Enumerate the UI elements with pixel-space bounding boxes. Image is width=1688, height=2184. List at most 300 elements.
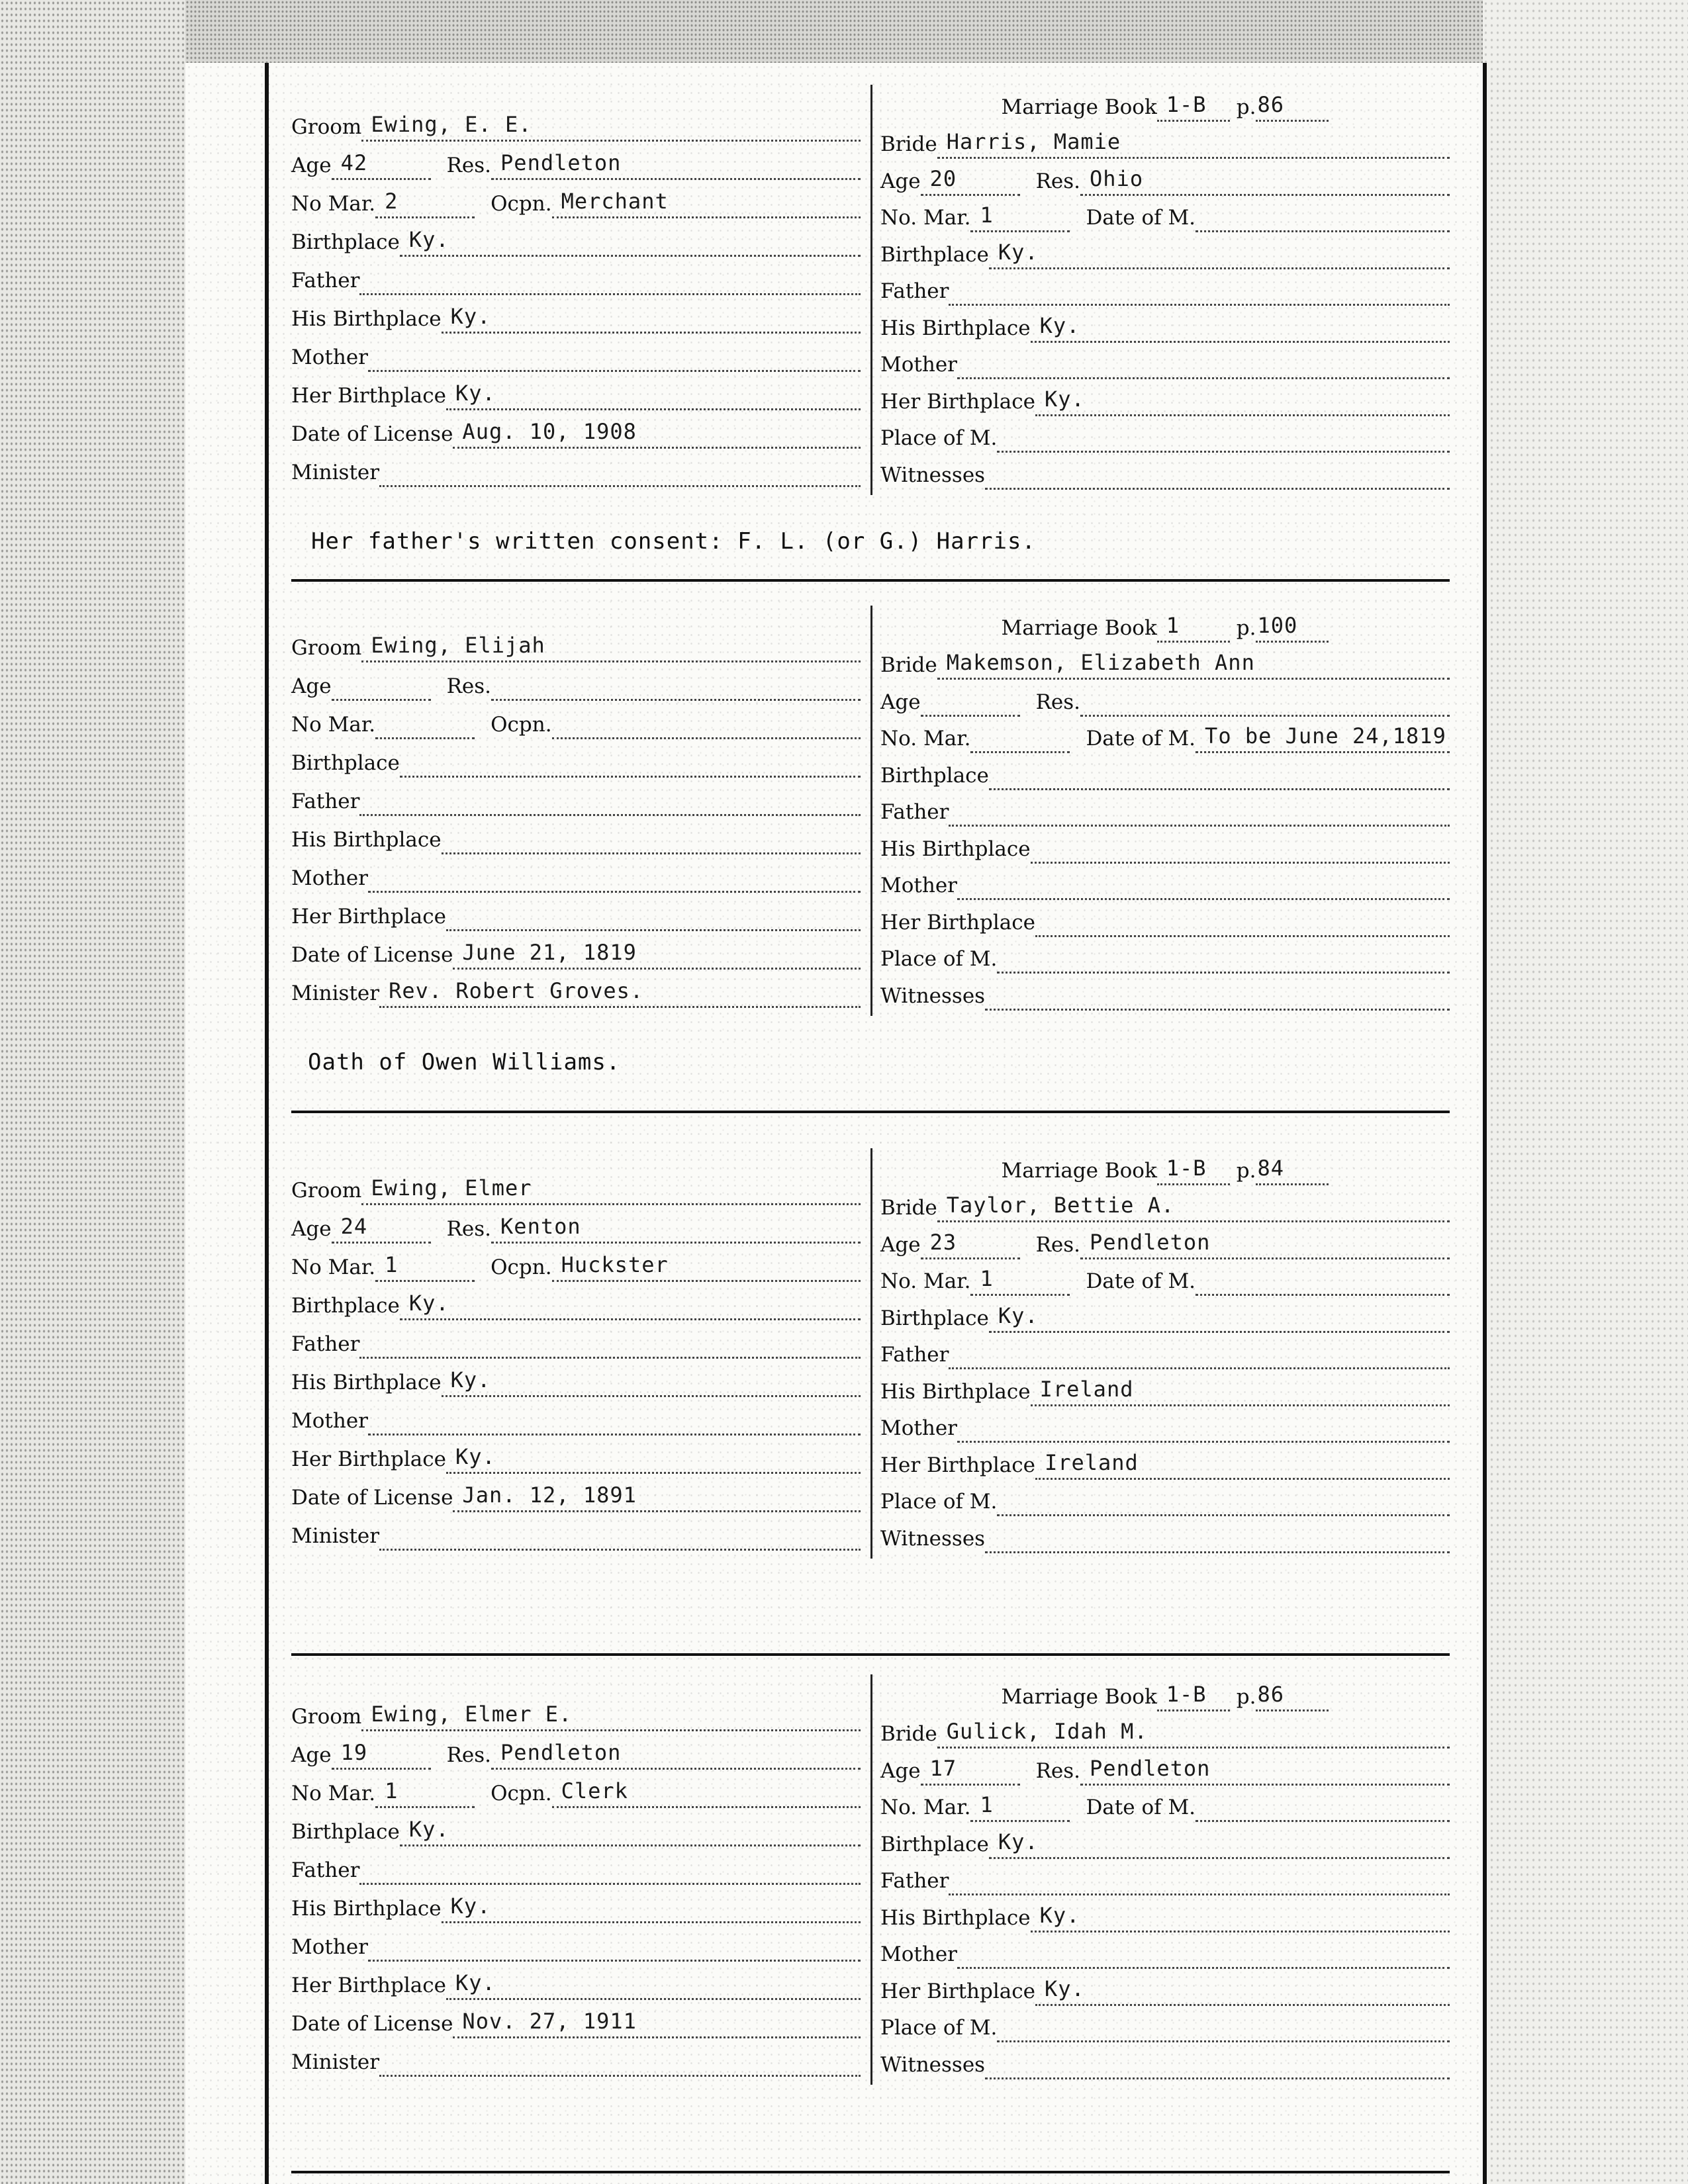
groom-his-birthplace — [291, 1886, 861, 1923]
groom-his-birthplace — [291, 817, 861, 854]
bride-birthplace — [880, 753, 1450, 790]
groom-birthplace-label-1: Birthplace — [291, 751, 400, 775]
bride-age-res-value-1: 23 — [929, 1229, 957, 1255]
groom-birthplace-value-1: Ky. — [408, 1817, 449, 1842]
groom-nomar-ocpn — [291, 181, 861, 218]
groom-his-birthplace — [291, 1360, 861, 1397]
bride-nomar-datem-field-1 — [970, 1263, 1070, 1296]
page-label: p. — [1236, 616, 1256, 640]
groom-age-res-label-1: Age — [291, 1743, 332, 1767]
groom-age-res-label-2: Res. — [446, 1217, 492, 1241]
bride-witnesses — [880, 2042, 1450, 2079]
bride-birthplace-value-1: Ky. — [998, 239, 1039, 265]
groom-his-birthplace-field-1 — [442, 1891, 861, 1923]
groom-birthplace — [291, 220, 861, 257]
bride-his-birthplace-label-1: His Birthplace — [880, 316, 1031, 340]
bride-her-birthplace-value-1: Ky. — [1044, 1976, 1085, 2001]
bride-nomar-datem — [880, 195, 1450, 232]
scan-right-margin — [1483, 0, 1688, 2184]
marriage-book-header — [880, 1674, 1450, 1711]
groom-name-value-1: Ewing, Elmer E. — [371, 1702, 573, 1727]
column-divider — [870, 606, 872, 1016]
record-1 — [291, 85, 1450, 520]
bride-place-of-m — [880, 1479, 1450, 1516]
groom-date-of-license-value-1: Nov. 27, 1911 — [462, 2009, 637, 2034]
bride-name-value-1: Makemson, Elizabeth Ann — [946, 650, 1255, 675]
bride-nomar-datem-field-2 — [1196, 1790, 1450, 1822]
bride-place-of-m-label-1: Place of M. — [880, 1490, 998, 1514]
bride-father — [880, 269, 1450, 306]
groom-nomar-ocpn-value-2: Merchant — [561, 189, 669, 214]
groom-date-of-license — [291, 2001, 861, 2038]
groom-his-birthplace-value-1: Ky. — [450, 1893, 491, 1919]
groom-mother-label-1: Mother — [291, 1409, 368, 1433]
groom-age-res-value-2: Kenton — [500, 1214, 581, 1239]
groom-mother — [291, 1398, 861, 1435]
bride-name-value-1: Harris, Mamie — [946, 129, 1121, 154]
bride-his-birthplace — [880, 827, 1450, 864]
bride-his-birthplace-label-1: His Birthplace — [880, 1379, 1031, 1404]
marriage-book-label: Marriage Book — [1001, 1685, 1157, 1709]
groom-her-birthplace — [291, 373, 861, 410]
groom-age-res-label-1: Age — [291, 154, 332, 177]
bride-her-birthplace-field-1 — [1035, 1974, 1450, 2006]
bride-age-res-label-2: Res. — [1035, 1232, 1081, 1257]
groom-birthplace-label-1: Birthplace — [291, 230, 400, 254]
bride-her-birthplace-field-1 — [1035, 1447, 1450, 1480]
bride-name-field-1 — [937, 1190, 1450, 1222]
groom-his-birthplace-field-1 — [442, 822, 861, 854]
groom-name-value-1: Ewing, Elmer — [371, 1175, 532, 1201]
record-note: Oath of Owen Williams. — [308, 1049, 621, 1075]
groom-date-of-license-value-1: Aug. 10, 1908 — [462, 419, 637, 444]
groom-age-res-value-2: Pendleton — [500, 1740, 622, 1765]
groom-date-of-license-field-1 — [453, 2006, 861, 2038]
groom-age-res-field-2 — [491, 1211, 861, 1244]
groom-her-birthplace-label-1: Her Birthplace — [291, 384, 446, 408]
scan-top-margin — [185, 0, 1483, 63]
bride-nomar-datem-field-1 — [970, 200, 1070, 232]
marriage-book-number: 1 — [1166, 613, 1180, 638]
bride-her-birthplace-label-1: Her Birthplace — [880, 1453, 1035, 1477]
scan-left-margin — [0, 0, 185, 2184]
bride-her-birthplace — [880, 900, 1450, 937]
groom-name-value-1: Ewing, Elijah — [371, 633, 545, 658]
groom-name-label-1: Groom — [291, 636, 362, 660]
bride-place-of-m — [880, 936, 1450, 974]
record-separator-rule — [291, 1111, 1450, 1113]
bride-witnesses-label-1: Witnesses — [880, 983, 986, 1008]
groom-her-birthplace-label-1: Her Birthplace — [291, 1447, 446, 1471]
bride-nomar-datem-value-2: To be June 24,1819 — [1205, 723, 1446, 749]
bride-her-birthplace-value-1: Ireland — [1044, 1449, 1139, 1475]
bride-father — [880, 790, 1450, 827]
column-divider — [870, 85, 872, 495]
groom-nomar-ocpn-label-1: No Mar. — [291, 1782, 376, 1805]
column-divider — [870, 1148, 872, 1559]
bride-her-birthplace — [880, 379, 1450, 416]
bride-mother-field-1 — [957, 347, 1450, 379]
bride-birthplace-field-1 — [989, 1300, 1450, 1333]
page-label: p. — [1236, 1685, 1256, 1709]
bride-age-res-label-2: Res. — [1035, 169, 1081, 193]
bride-nomar-datem-label-2: Date of M. — [1086, 727, 1196, 751]
groom-age-res-label-2: Res. — [446, 1743, 492, 1767]
groom-father-field-1 — [359, 784, 861, 816]
groom-age-res-label-1: Age — [291, 1217, 332, 1241]
groom-father-label-1: Father — [291, 269, 360, 293]
marriage-book-field — [1157, 89, 1230, 122]
groom-minister-label-1: Minister — [291, 2050, 380, 2074]
groom-mother-field-1 — [368, 1403, 861, 1435]
groom-nomar-ocpn-label-2: Ocpn. — [491, 713, 552, 737]
bride-nomar-datem-field-1 — [970, 721, 1070, 753]
bride-birthplace-label-1: Birthplace — [880, 1306, 989, 1330]
bride-birthplace-label-1: Birthplace — [880, 763, 989, 788]
groom-birthplace-field-1 — [400, 1288, 861, 1320]
groom-date-of-license-field-1 — [453, 416, 861, 449]
groom-name — [291, 625, 861, 662]
groom-age-res-field-2 — [491, 668, 861, 701]
bride-age-res-field-1 — [921, 163, 1020, 196]
bride-nomar-datem-label-1: No. Mar. — [880, 1796, 971, 1819]
marriage-book-header — [880, 606, 1450, 643]
groom-birthplace-field-1 — [400, 1814, 861, 1846]
groom-mother-label-1: Mother — [291, 1935, 368, 1959]
page-field — [1256, 610, 1329, 643]
groom-age-res-field-1 — [332, 1737, 431, 1770]
bride-his-birthplace — [880, 306, 1450, 343]
marriage-book-header — [880, 85, 1450, 122]
groom-birthplace — [291, 741, 861, 778]
groom-age-res-field-1 — [332, 1211, 431, 1244]
groom-date-of-license-field-1 — [453, 1480, 861, 1512]
bride-birthplace — [880, 232, 1450, 269]
bride-father-field-1 — [949, 1337, 1450, 1369]
bride-name-label-1: Bride — [880, 1196, 937, 1220]
groom-name — [291, 105, 861, 142]
bride-nomar-datem-value-1: 1 — [980, 1266, 994, 1291]
groom-her-birthplace — [291, 894, 861, 931]
groom-her-birthplace-value-1: Ky. — [455, 1444, 496, 1469]
bride-nomar-datem-label-2: Date of M. — [1086, 1269, 1196, 1293]
bride-birthplace-field-1 — [989, 1827, 1450, 1859]
groom-minister-field-1 — [379, 455, 861, 487]
groom-age-res-field-2 — [491, 148, 861, 180]
bride-father-label-1: Father — [880, 1343, 949, 1367]
bride-place-of-m — [880, 416, 1450, 453]
groom-name — [291, 1694, 861, 1731]
marriage-book-field — [1157, 1679, 1230, 1711]
groom-minister-field-1 — [379, 2044, 861, 2077]
bride-place-of-m-field-1 — [997, 941, 1450, 974]
page-right-edge — [1483, 63, 1487, 2184]
bride-his-birthplace-field-1 — [1031, 1374, 1450, 1406]
page-number: 100 — [1257, 613, 1298, 638]
groom-name-value-1: Ewing, E. E. — [371, 112, 532, 137]
groom-minister — [291, 1514, 861, 1551]
page-field — [1256, 1679, 1329, 1711]
bride-birthplace-field-1 — [989, 237, 1450, 269]
bride-nomar-datem-label-1: No. Mar. — [880, 727, 971, 751]
bride-age-res — [880, 1222, 1450, 1259]
groom-age-res-label-2: Res. — [446, 674, 492, 698]
groom-birthplace — [291, 1809, 861, 1846]
record-4 — [291, 1674, 1450, 2110]
page-label: p. — [1236, 1159, 1256, 1183]
bride-age-res-field-2 — [1080, 1227, 1450, 1259]
bride-father-label-1: Father — [880, 279, 949, 303]
groom-his-birthplace-label-1: His Birthplace — [291, 828, 442, 852]
groom-father — [291, 779, 861, 816]
groom-age-res-value-2: Pendleton — [500, 150, 622, 175]
groom-mother-field-1 — [368, 340, 861, 372]
bride-birthplace-value-1: Ky. — [998, 1829, 1039, 1854]
groom-her-birthplace-value-1: Ky. — [455, 1970, 496, 1995]
groom-name-field-1 — [361, 109, 861, 142]
groom-her-birthplace-field-1 — [446, 378, 861, 410]
groom-age-res-label-1: Age — [291, 674, 332, 698]
groom-mother — [291, 1925, 861, 1962]
bride-nomar-datem-field-2 — [1196, 721, 1450, 753]
bride-age-res-label-1: Age — [880, 1232, 921, 1257]
groom-father — [291, 1322, 861, 1359]
groom-date-of-license-label-1: Date of License — [291, 943, 453, 967]
groom-name-field-1 — [361, 630, 861, 662]
groom-age-res-field-1 — [332, 668, 431, 701]
bride-mother-field-1 — [957, 1410, 1450, 1443]
groom-father-label-1: Father — [291, 790, 360, 813]
bride-age-res — [880, 1749, 1450, 1786]
groom-his-birthplace-field-1 — [442, 301, 861, 334]
marriage-book-number: 1-B — [1166, 92, 1207, 117]
bride-nomar-datem-label-1: No. Mar. — [880, 1269, 971, 1293]
groom-mother-field-1 — [368, 1929, 861, 1962]
bride-mother-label-1: Mother — [880, 353, 957, 377]
record-2 — [291, 606, 1450, 1041]
bride-his-birthplace-value-1: Ireland — [1039, 1376, 1134, 1402]
groom-mother — [291, 856, 861, 893]
groom-age-res-field-2 — [491, 1737, 861, 1770]
page-field — [1256, 89, 1329, 122]
bride-name-label-1: Bride — [880, 132, 937, 156]
bride-age-res-field-2 — [1080, 684, 1450, 717]
bride-his-birthplace-value-1: Ky. — [1039, 1902, 1080, 1928]
groom-nomar-ocpn-label-1: No Mar. — [291, 713, 376, 737]
bride-place-of-m-label-1: Place of M. — [880, 2016, 998, 2040]
groom-his-birthplace-field-1 — [442, 1365, 861, 1397]
bride-witnesses-field-1 — [985, 2047, 1450, 2079]
bride-nomar-datem-value-1: 1 — [980, 1792, 994, 1817]
groom-nomar-ocpn-value-1: 1 — [385, 1778, 399, 1803]
bride-nomar-datem — [880, 716, 1450, 753]
bride-her-birthplace-label-1: Her Birthplace — [880, 389, 1035, 414]
groom-date-of-license-label-1: Date of License — [291, 422, 453, 446]
column-divider — [870, 1674, 872, 2085]
bride-witnesses-field-1 — [985, 978, 1450, 1011]
bride-age-res-field-2 — [1080, 1753, 1450, 1786]
groom-name — [291, 1168, 861, 1205]
bride-age-res-label-2: Res. — [1035, 1758, 1081, 1783]
bride-nomar-datem — [880, 1785, 1450, 1822]
groom-minister-field-1 — [379, 1518, 861, 1551]
bride-age-res-value-2: Pendleton — [1090, 1755, 1211, 1781]
groom-age-res-field-1 — [332, 148, 431, 180]
bride-name-label-1: Bride — [880, 1722, 937, 1746]
groom-his-birthplace-label-1: His Birthplace — [291, 1371, 442, 1394]
bride-witnesses-label-1: Witnesses — [880, 1526, 986, 1551]
bride-name — [880, 122, 1450, 159]
bride-father — [880, 1332, 1450, 1369]
bride-name-label-1: Bride — [880, 653, 937, 677]
bride-witnesses-label-1: Witnesses — [880, 463, 986, 487]
groom-minister-value-1: Rev. Robert Groves. — [389, 978, 644, 1003]
bride-her-birthplace-field-1 — [1035, 384, 1450, 416]
groom-father-label-1: Father — [291, 1332, 360, 1356]
bride-birthplace-label-1: Birthplace — [880, 242, 989, 267]
bride-age-res-field-1 — [921, 684, 1020, 717]
groom-minister-label-1: Minister — [291, 981, 380, 1005]
marriage-book-field — [1157, 610, 1230, 643]
bride-place-of-m-field-1 — [997, 420, 1450, 453]
groom-age-res — [291, 664, 861, 701]
bride-witnesses-field-1 — [985, 1521, 1450, 1553]
groom-name-label-1: Groom — [291, 1179, 362, 1203]
groom-mother-field-1 — [368, 860, 861, 893]
bride-age-res-label-2: Res. — [1035, 690, 1081, 714]
bride-mother — [880, 1406, 1450, 1443]
page-field — [1256, 1153, 1329, 1185]
record-3 — [291, 1148, 1450, 1584]
bride-name-value-1: Gulick, Idah M. — [946, 1719, 1148, 1744]
groom-her-birthplace-value-1: Ky. — [455, 381, 496, 406]
bride-her-birthplace — [880, 1443, 1450, 1480]
bride-age-res — [880, 159, 1450, 196]
page-number: 86 — [1257, 92, 1284, 117]
groom-nomar-ocpn-field-1 — [375, 1776, 475, 1808]
groom-name-label-1: Groom — [291, 1705, 362, 1729]
groom-nomar-ocpn-value-2: Clerk — [561, 1778, 628, 1803]
groom-nomar-ocpn-label-2: Ocpn. — [491, 192, 552, 216]
bride-father-label-1: Father — [880, 800, 949, 824]
groom-mother — [291, 335, 861, 372]
groom-mother-label-1: Mother — [291, 345, 368, 369]
groom-date-of-license — [291, 1475, 861, 1512]
bride-place-of-m-field-1 — [997, 1484, 1450, 1516]
bride-his-birthplace-label-1: His Birthplace — [880, 837, 1031, 861]
groom-date-of-license-label-1: Date of License — [291, 2012, 453, 2036]
bride-name-field-1 — [937, 1716, 1450, 1749]
groom-her-birthplace — [291, 1963, 861, 2000]
groom-nomar-ocpn — [291, 1771, 861, 1808]
bride-father-field-1 — [949, 794, 1450, 827]
groom-age-res-label-2: Res. — [446, 154, 492, 177]
record-note: Her father's written consent: F. L. (or G.) Harris. — [311, 528, 1036, 555]
marriage-book-field — [1157, 1153, 1230, 1185]
groom-age-res-value-1: 19 — [340, 1740, 368, 1765]
bride-age-res-label-1: Age — [880, 690, 921, 714]
groom-minister — [291, 971, 861, 1008]
groom-minister — [291, 450, 861, 487]
record-separator-rule — [291, 2171, 1450, 2173]
groom-birthplace-field-1 — [400, 224, 861, 257]
bride-birthplace-value-1: Ky. — [998, 1302, 1039, 1328]
bride-father — [880, 1858, 1450, 1895]
bride-mother — [880, 342, 1450, 379]
page-number: 84 — [1257, 1156, 1284, 1181]
bride-place-of-m — [880, 2005, 1450, 2042]
groom-nomar-ocpn-value-1: 1 — [385, 1252, 399, 1277]
groom-minister-label-1: Minister — [291, 1524, 380, 1548]
groom-his-birthplace-label-1: His Birthplace — [291, 1897, 442, 1921]
bride-nomar-datem-field-2 — [1196, 1263, 1450, 1296]
groom-birthplace-value-1: Ky. — [408, 1291, 449, 1316]
bride-age-res-value-2: Pendleton — [1090, 1229, 1211, 1255]
bride-her-birthplace — [880, 1969, 1450, 2006]
bride-name — [880, 1711, 1450, 1749]
marriage-book-label: Marriage Book — [1001, 95, 1157, 119]
groom-name-field-1 — [361, 1699, 861, 1731]
groom-age-res-value-1: 42 — [340, 150, 368, 175]
bride-her-birthplace-value-1: Ky. — [1044, 386, 1085, 412]
bride-nomar-datem — [880, 1259, 1450, 1296]
bride-age-res-value-1: 20 — [929, 165, 957, 191]
groom-date-of-license-label-1: Date of License — [291, 1486, 453, 1510]
marriage-book-number: 1-B — [1166, 1682, 1207, 1707]
bride-nomar-datem-label-1: No. Mar. — [880, 206, 971, 230]
groom-his-birthplace-value-1: Ky. — [450, 1367, 491, 1392]
groom-father — [291, 1848, 861, 1885]
groom-her-birthplace-field-1 — [446, 899, 861, 931]
bride-age-res-field-2 — [1080, 163, 1450, 196]
bride-his-birthplace-value-1: Ky. — [1039, 312, 1080, 338]
bride-name-field-1 — [937, 126, 1450, 159]
bride-mother-field-1 — [957, 1936, 1450, 1969]
groom-nomar-ocpn-label-1: No Mar. — [291, 192, 376, 216]
bride-nomar-datem-field-2 — [1196, 200, 1450, 232]
groom-age-res-value-1: 24 — [340, 1214, 368, 1239]
bride-his-birthplace-field-1 — [1031, 831, 1450, 864]
groom-her-birthplace — [291, 1437, 861, 1474]
groom-nomar-ocpn-value-1: 2 — [385, 189, 399, 214]
bride-name-value-1: Taylor, Bettie A. — [946, 1193, 1175, 1218]
bride-birthplace — [880, 1296, 1450, 1333]
groom-birthplace — [291, 1283, 861, 1320]
bride-birthplace — [880, 1822, 1450, 1859]
groom-his-birthplace-label-1: His Birthplace — [291, 307, 442, 331]
groom-name-field-1 — [361, 1173, 861, 1205]
bride-birthplace-field-1 — [989, 758, 1450, 790]
groom-birthplace-field-1 — [400, 745, 861, 778]
bride-his-birthplace-field-1 — [1031, 1900, 1450, 1933]
bride-nomar-datem-field-1 — [970, 1790, 1070, 1822]
bride-mother-label-1: Mother — [880, 1416, 957, 1440]
groom-date-of-license-value-1: June 21, 1819 — [462, 940, 637, 965]
groom-nomar-ocpn-field-2 — [552, 707, 861, 739]
groom-minister-label-1: Minister — [291, 461, 380, 484]
groom-nomar-ocpn-label-1: No Mar. — [291, 1255, 376, 1279]
groom-age-res — [291, 1206, 861, 1244]
bride-father-label-1: Father — [880, 1869, 949, 1893]
groom-date-of-license-field-1 — [453, 937, 861, 970]
groom-nomar-ocpn-field-1 — [375, 186, 475, 218]
bride-his-birthplace — [880, 1895, 1450, 1933]
bride-her-birthplace-field-1 — [1035, 905, 1450, 937]
bride-father-field-1 — [949, 1863, 1450, 1895]
marriage-book-label: Marriage Book — [1001, 1159, 1157, 1183]
bride-mother — [880, 1932, 1450, 1969]
bride-his-birthplace-field-1 — [1031, 310, 1450, 343]
